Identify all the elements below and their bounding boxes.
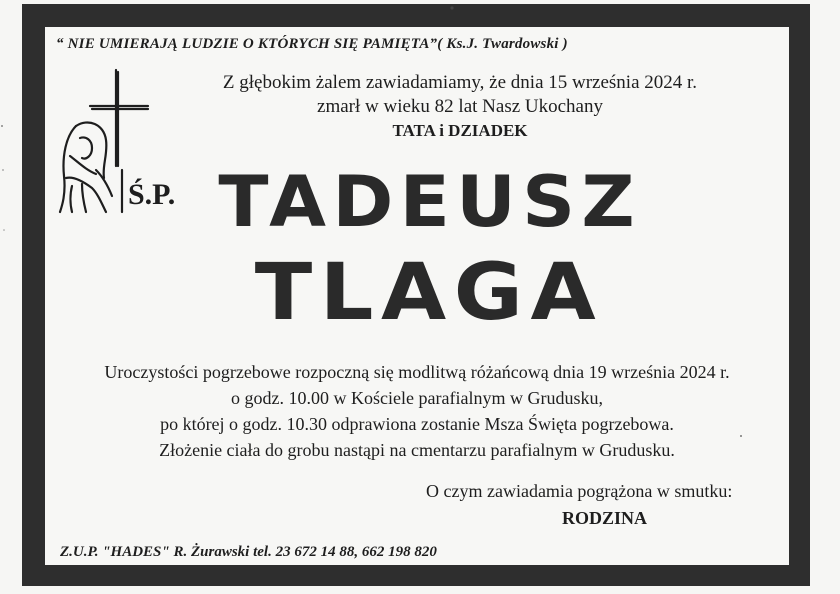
- deceased-first-name: TADEUSZ: [218, 161, 641, 243]
- ceremony-line-2: o godz. 10.00 w Kościele parafialnym w Grudusku,: [231, 388, 603, 408]
- prefix-sp: Ś.P.: [128, 178, 176, 211]
- ceremony-line-4: Złożenie ciała do grobu nastąpi na cmentarzu parafialnym w Grudusku.: [159, 440, 675, 460]
- funeral-home-footer: Z.U.P. "HADES" R. Żurawski tel. 23 672 14 88, 662 198 820: [60, 544, 437, 560]
- announcement-line-2: zmarł w wieku 82 lat Nasz Ukochany: [317, 96, 603, 117]
- ceremony-line-3: po której o godz. 10.30 odprawiona zostanie Msza Święta pogrzebowa.: [160, 414, 674, 434]
- deceased-role: TATA i DZIADEK: [392, 121, 528, 140]
- signoff-line: O czym zawiadamia pogrążona w smutku:: [426, 481, 733, 501]
- signoff-family: RODZINA: [562, 508, 648, 528]
- motto-quote: “ NIE UMIERAJĄ LUDZIE O KTÓRYCH SIĘ PAMIĘTA”( Ks.J. Twardowski ): [56, 36, 568, 52]
- deceased-last-name: TLAGA: [254, 248, 604, 338]
- announcement-line-1: Z głębokim żalem zawiadamiamy, że dnia 15 września 2024 r.: [222, 72, 698, 93]
- ceremony-line-1: Uroczystości pogrzebowe rozpoczną się modlitwą różańcową dnia 19 września 2024 r.: [104, 362, 730, 382]
